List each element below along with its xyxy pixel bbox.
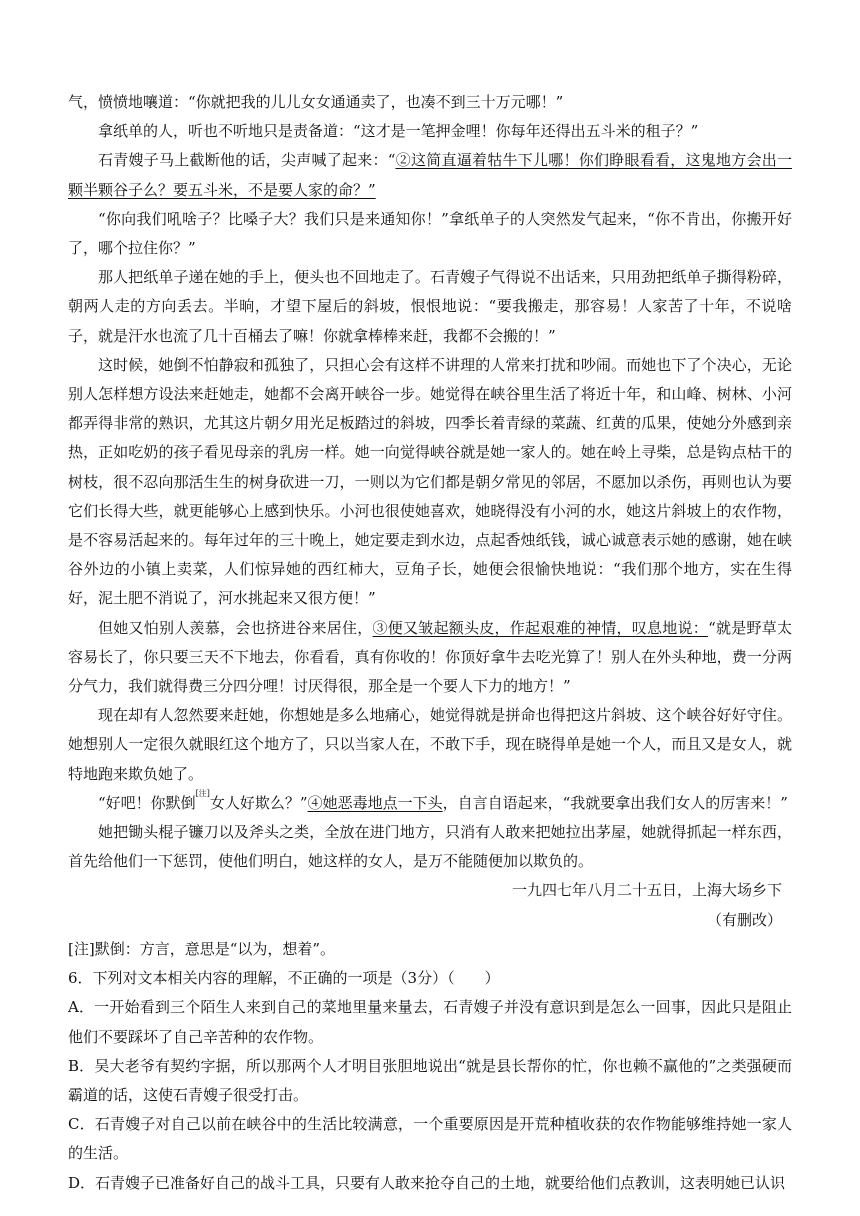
option-a: A．一开始看到三个陌生人来到自己的菜地里量来量去，石青嫂子并没有意识到是怎么一回事，因此只是阻止他们不要踩坏了自己辛苦种的农作物。	[68, 998, 792, 1046]
story-paragraph-7	[68, 614, 792, 702]
paragraph-7-lead: 但她又怕别人羡慕，会也挤进谷来居住，	[98, 618, 373, 637]
story-paragraph-1: 气，愤愤地嚷道：“你就把我的儿儿女女通通卖了，也凑不到三十万元哪！”	[68, 93, 564, 111]
story-paragraph-3	[68, 146, 792, 204]
story-revised-note: （有删改）	[706, 910, 782, 929]
story-date: 一九四七年八月二十五日，上海大场乡下	[511, 881, 782, 900]
underlined-sentence-2: ②这简直逼着牯牛下儿哪！你们睁眼看看，这鬼地方会出一颗半颗谷子么？要五斗米，不是要人家的命？”	[68, 151, 792, 199]
option-d: D．石青嫂子已准备好自己的战斗工具，只要有人敢来抢夺自己的土地，就要给他们点教训，这表明她已认识	[68, 1173, 786, 1192]
footnote-marker: [注]	[195, 788, 210, 798]
story-paragraph-5: 那人把纸单子递在她的手上，便头也不回地走了。石青嫂子气得说不出话来，只用劲把纸单子撕得粉碎，朝两人走的方向丢去。半晌，才望下屋后的斜坡，恨恨地说：“要我搬走，那容易！人家苦了十年，不说啥子，就是汗水也流了几十百桶去了嘛！你就拿棒棒来赶，我都不会搬的！”	[68, 268, 792, 345]
paragraph-9-part-b: 女人好欺么？”	[209, 793, 308, 812]
story-paragraph-6: 这时候，她倒不怕静寂和孤独了，只担心会有这样不讲理的人常来打扰和吵闹。而她也下了个决心，无论别人怎样想方设法来赶她走，她都不会离开峡谷一步。她觉得在峡谷里生活了将近十年，和山峰、树林、小河都弄得非常的熟识，尤其这片朝夕用光足板踏过的斜坡，四季长着青绿的菜蔬、红黄的瓜果，使她分外感到亲热，正如吃奶的孩子看见母亲的乳房一样。她一向觉得峡谷就是她一家人的。她在岭上寻柴，总是钩点枯干的树枝，很不忍向那活生生的树身砍进一刀，一则以为它们都是朝夕常见的邻居，不愿加以杀伤，再则也认为要它们长得大些，就更能够心上感到快乐。小河也很使她喜欢，她晓得没有小河的水，她这片斜坡上的农作物，是不容易活起来的。每年过年的三十晚上，她定要走到水边，点起香烛纸钱，诚心诚意表示她的感谢，她在峡谷外边的小镇上卖菜，人们惊异她的西红柿大，豆角子长，她便会很愉快地说：“我们那个地方，实在生得好，泥土肥不消说了，河水挑起来又很方便！”	[68, 355, 792, 608]
story-paragraph-9	[68, 789, 792, 818]
paragraph-3-lead: 石青嫂子马上截断他的话，尖声喊了起来：“	[98, 151, 396, 170]
story-paragraph-4: “你向我们吼啥子？比嗓子大？我们只是来通知你！”拿纸单子的人突然发气起来，“你不肯出，你搬开好了，哪个拉住你？”	[68, 209, 792, 258]
paragraph-9-part-c: ，自言自语起来，“我就要拿出我们女人的厉害来！”	[442, 793, 788, 812]
option-b: B．吴大老爷有契约字据，所以那两个人才明目张胆地说出“就是县长帮你的忙，你也赖不赢他的”之类强硬而霸道的话，这使石青嫂子很受打击。	[68, 1056, 792, 1104]
story-paragraph-10: 她把锄头棍子镰刀以及斧头之类，全放在进门地方，只消有人敢来把她拉出茅屋，她就得抓起一样东西，首先给他们一下惩罚，使他们明白，她这样的女人，是万不能随便加以欺负的。	[68, 823, 792, 871]
document-content	[68, 88, 792, 1198]
question-stem: 6．下列对文本相关内容的理解，不正确的一项是（3分）（ ）	[68, 969, 500, 988]
story-paragraph-2: 拿纸单的人，听也不听地只是责备道：“这才是一笔押金哩！你每年还得出五斗米的租子？”	[98, 122, 699, 141]
footnote: [注]默倒：方言，意思是“以为，想着”。	[68, 939, 336, 958]
paragraph-9-part-a: “好吧！你默倒	[98, 793, 196, 812]
paragraph-7-rest: “就是野草太容易长了，你只要三天不下地去，你看看，真有你收的！你顶好拿牛去吃光算了！别人在外头种地，费一分两分气力，我们就得费三分四分哩！讨厌得很，那全是一个要人下力的地方！”	[68, 618, 792, 696]
story-paragraph-8: 现在却有人忽然要来赶她，你想她是多么地痛心，她觉得就是拼命也得把这片斜坡、这个峡谷好好守住。她想别人一定很久就眼红这个地方了，只以当家人在，不敢下手，现在晓得单是她一个人，而且又是女人，就特地跑来欺负她了。	[68, 706, 792, 783]
underlined-sentence-3: ③便又皱起额头皮，作起艰难的神情，叹息地说：	[372, 618, 709, 637]
underlined-sentence-4: ④她恶毒地点一下头	[307, 793, 443, 812]
option-c: C．石青嫂子对自己以前在峡谷中的生活比较满意，一个重要原因是开荒种植收获的农作物能够维持她一家人的生活。	[68, 1115, 792, 1163]
